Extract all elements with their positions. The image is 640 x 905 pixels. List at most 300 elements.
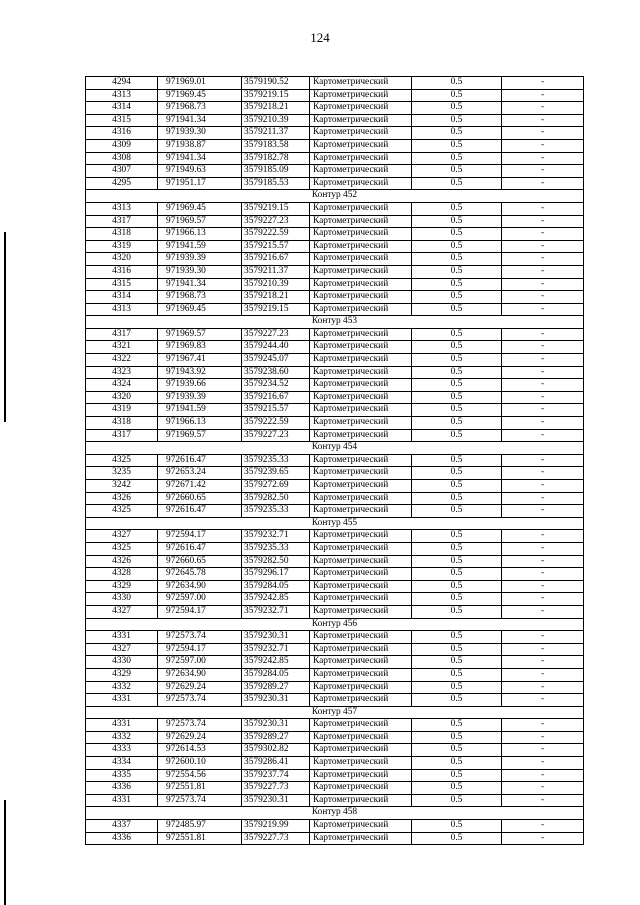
table-row (86, 631, 584, 644)
method-cell: Картометрический (310, 681, 412, 694)
x-coordinate-cell: 972554.56 (158, 769, 242, 782)
accuracy-cell: 0.5 (412, 555, 502, 568)
point-number-cell: 4330 (86, 593, 158, 606)
y-coordinate-cell: 3579282.50 (242, 555, 310, 568)
note-cell: - (502, 379, 584, 392)
point-number-cell: 4328 (86, 568, 158, 581)
y-coordinate-cell: 3579216.67 (242, 253, 310, 266)
method-cell: Картометрический (310, 530, 412, 543)
x-coordinate-cell: 972485.97 (158, 820, 242, 833)
y-coordinate-cell: 3579222.59 (242, 228, 310, 241)
table-row (86, 757, 584, 770)
x-coordinate-cell: 971969.01 (158, 77, 242, 90)
method-cell: Картометрический (310, 731, 412, 744)
x-coordinate-cell: 972616.47 (158, 454, 242, 467)
table-row (86, 89, 584, 102)
accuracy-cell: 0.5 (412, 278, 502, 291)
point-number-cell: 4295 (86, 177, 158, 190)
point-number-cell: 4313 (86, 303, 158, 316)
method-cell: Картометрический (310, 404, 412, 417)
method-cell: Картометрический (310, 391, 412, 404)
note-cell: - (502, 240, 584, 253)
note-cell: - (502, 278, 584, 291)
table-row (86, 391, 584, 404)
point-number-cell: 4331 (86, 794, 158, 807)
method-cell: Картометрический (310, 127, 412, 140)
coordinates-table-body (86, 77, 584, 845)
accuracy-cell: 0.5 (412, 265, 502, 278)
y-coordinate-cell: 3579218.21 (242, 102, 310, 115)
scan-margin-mark (4, 232, 6, 422)
table-row (86, 605, 584, 618)
y-coordinate-cell: 3579227.23 (242, 328, 310, 341)
y-coordinate-cell: 3579227.73 (242, 832, 310, 845)
x-coordinate-cell: 971968.73 (158, 291, 242, 304)
point-number-cell: 4307 (86, 165, 158, 178)
accuracy-cell: 0.5 (412, 202, 502, 215)
method-cell: Картометрический (310, 102, 412, 115)
x-coordinate-cell: 971939.30 (158, 127, 242, 140)
x-coordinate-cell: 972573.74 (158, 794, 242, 807)
x-coordinate-cell: 971966.13 (158, 417, 242, 430)
point-number-cell: 4315 (86, 278, 158, 291)
accuracy-cell: 0.5 (412, 404, 502, 417)
accuracy-cell: 0.5 (412, 694, 502, 707)
accuracy-cell: 0.5 (412, 681, 502, 694)
method-cell: Картометрический (310, 114, 412, 127)
table-row (86, 593, 584, 606)
y-coordinate-cell: 3579272.69 (242, 480, 310, 493)
table-row (86, 328, 584, 341)
x-coordinate-cell: 972594.17 (158, 530, 242, 543)
y-coordinate-cell: 3579185.53 (242, 177, 310, 190)
method-cell: Картометрический (310, 757, 412, 770)
note-cell: - (502, 265, 584, 278)
method-cell: Картометрический (310, 782, 412, 795)
table-row (86, 580, 584, 593)
table-row (86, 354, 584, 367)
y-coordinate-cell: 3579215.57 (242, 240, 310, 253)
method-cell: Картометрический (310, 593, 412, 606)
accuracy-cell: 0.5 (412, 480, 502, 493)
table-row (86, 643, 584, 656)
note-cell: - (502, 782, 584, 795)
x-coordinate-cell: 972551.81 (158, 832, 242, 845)
method-cell: Картометрический (310, 278, 412, 291)
method-cell: Картометрический (310, 328, 412, 341)
note-cell: - (502, 89, 584, 102)
y-coordinate-cell: 3579232.71 (242, 605, 310, 618)
x-coordinate-cell: 972594.17 (158, 643, 242, 656)
table-row (86, 417, 584, 430)
method-cell: Картометрический (310, 139, 412, 152)
table-row (86, 291, 584, 304)
method-cell: Картометрический (310, 165, 412, 178)
method-cell: Картометрический (310, 480, 412, 493)
x-coordinate-cell: 972573.74 (158, 719, 242, 732)
note-cell: - (502, 744, 584, 757)
note-cell: - (502, 555, 584, 568)
note-cell: - (502, 429, 584, 442)
accuracy-cell: 0.5 (412, 391, 502, 404)
point-number-cell: 4329 (86, 580, 158, 593)
accuracy-cell: 0.5 (412, 568, 502, 581)
note-cell: - (502, 668, 584, 681)
x-coordinate-cell: 971939.30 (158, 265, 242, 278)
point-number-cell: 4316 (86, 127, 158, 140)
y-coordinate-cell: 3579232.71 (242, 530, 310, 543)
accuracy-cell: 0.5 (412, 542, 502, 555)
y-coordinate-cell: 3579302.82 (242, 744, 310, 757)
note-cell: - (502, 530, 584, 543)
x-coordinate-cell: 971968.73 (158, 102, 242, 115)
accuracy-cell: 0.5 (412, 127, 502, 140)
point-number-cell: 4317 (86, 328, 158, 341)
point-number-cell: 4329 (86, 668, 158, 681)
x-coordinate-cell: 972594.17 (158, 605, 242, 618)
accuracy-cell: 0.5 (412, 102, 502, 115)
contour-title: Контур 453 (86, 316, 584, 329)
x-coordinate-cell: 971969.45 (158, 202, 242, 215)
x-coordinate-cell: 972634.90 (158, 580, 242, 593)
table-row (86, 681, 584, 694)
contour-header-row (86, 807, 584, 820)
accuracy-cell: 0.5 (412, 719, 502, 732)
accuracy-cell: 0.5 (412, 354, 502, 367)
y-coordinate-cell: 3579215.57 (242, 404, 310, 417)
y-coordinate-cell: 3579219.99 (242, 820, 310, 833)
x-coordinate-cell: 972614.53 (158, 744, 242, 757)
x-coordinate-cell: 971939.39 (158, 391, 242, 404)
y-coordinate-cell: 3579211.37 (242, 127, 310, 140)
table-row (86, 303, 584, 316)
y-coordinate-cell: 3579216.67 (242, 391, 310, 404)
x-coordinate-cell: 972616.47 (158, 542, 242, 555)
method-cell: Картометрический (310, 580, 412, 593)
point-number-cell: 4317 (86, 215, 158, 228)
accuracy-cell: 0.5 (412, 215, 502, 228)
method-cell: Картометрический (310, 291, 412, 304)
table-row (86, 542, 584, 555)
point-number-cell: 4320 (86, 391, 158, 404)
table-row (86, 366, 584, 379)
contour-header-row (86, 517, 584, 530)
method-cell: Картометрический (310, 265, 412, 278)
note-cell: - (502, 127, 584, 140)
note-cell: - (502, 719, 584, 732)
scan-margin-mark (4, 800, 6, 905)
table-row (86, 139, 584, 152)
method-cell: Картометрический (310, 303, 412, 316)
note-cell: - (502, 177, 584, 190)
table-row (86, 492, 584, 505)
accuracy-cell: 0.5 (412, 328, 502, 341)
method-cell: Картометрический (310, 605, 412, 618)
x-coordinate-cell: 971939.39 (158, 253, 242, 266)
note-cell: - (502, 404, 584, 417)
y-coordinate-cell: 3579235.33 (242, 454, 310, 467)
method-cell: Картометрический (310, 379, 412, 392)
x-coordinate-cell: 971951.17 (158, 177, 242, 190)
table-row (86, 228, 584, 241)
method-cell: Картометрический (310, 228, 412, 241)
note-cell: - (502, 454, 584, 467)
y-coordinate-cell: 3579230.31 (242, 794, 310, 807)
x-coordinate-cell: 971969.57 (158, 215, 242, 228)
y-coordinate-cell: 3579227.73 (242, 782, 310, 795)
accuracy-cell: 0.5 (412, 794, 502, 807)
table-row (86, 152, 584, 165)
table-row (86, 77, 584, 90)
method-cell: Картометрический (310, 568, 412, 581)
contour-header-row (86, 316, 584, 329)
note-cell: - (502, 593, 584, 606)
note-cell: - (502, 253, 584, 266)
x-coordinate-cell: 971969.45 (158, 89, 242, 102)
point-number-cell: 4331 (86, 631, 158, 644)
point-number-cell: 4327 (86, 605, 158, 618)
accuracy-cell: 0.5 (412, 668, 502, 681)
point-number-cell: 4325 (86, 542, 158, 555)
y-coordinate-cell: 3579284.05 (242, 580, 310, 593)
note-cell: - (502, 542, 584, 555)
point-number-cell: 3235 (86, 467, 158, 480)
contour-title: Контур 452 (86, 190, 584, 203)
x-coordinate-cell: 971941.59 (158, 240, 242, 253)
note-cell: - (502, 341, 584, 354)
point-number-cell: 4326 (86, 492, 158, 505)
x-coordinate-cell: 971949.63 (158, 165, 242, 178)
point-number-cell: 4313 (86, 202, 158, 215)
accuracy-cell: 0.5 (412, 228, 502, 241)
method-cell: Картометрический (310, 668, 412, 681)
method-cell: Картометрический (310, 152, 412, 165)
x-coordinate-cell: 971941.34 (158, 278, 242, 291)
x-coordinate-cell: 972551.81 (158, 782, 242, 795)
x-coordinate-cell: 972653.24 (158, 467, 242, 480)
accuracy-cell: 0.5 (412, 366, 502, 379)
x-coordinate-cell: 972660.65 (158, 492, 242, 505)
x-coordinate-cell: 972616.47 (158, 505, 242, 518)
table-row (86, 505, 584, 518)
table-row (86, 769, 584, 782)
y-coordinate-cell: 3579284.05 (242, 668, 310, 681)
y-coordinate-cell: 3579183.58 (242, 139, 310, 152)
y-coordinate-cell: 3579286.41 (242, 757, 310, 770)
y-coordinate-cell: 3579190.52 (242, 77, 310, 90)
note-cell: - (502, 215, 584, 228)
accuracy-cell: 0.5 (412, 240, 502, 253)
method-cell: Картометрический (310, 656, 412, 669)
method-cell: Картометрический (310, 505, 412, 518)
accuracy-cell: 0.5 (412, 454, 502, 467)
point-number-cell: 4327 (86, 643, 158, 656)
y-coordinate-cell: 3579182.78 (242, 152, 310, 165)
x-coordinate-cell: 972629.24 (158, 681, 242, 694)
method-cell: Картометрический (310, 77, 412, 90)
method-cell: Картометрический (310, 492, 412, 505)
y-coordinate-cell: 3579244.40 (242, 341, 310, 354)
y-coordinate-cell: 3579232.71 (242, 643, 310, 656)
y-coordinate-cell: 3579185.09 (242, 165, 310, 178)
y-coordinate-cell: 3579230.31 (242, 694, 310, 707)
method-cell: Картометрический (310, 454, 412, 467)
table-row (86, 253, 584, 266)
accuracy-cell: 0.5 (412, 769, 502, 782)
note-cell: - (502, 417, 584, 430)
method-cell: Картометрический (310, 177, 412, 190)
note-cell: - (502, 202, 584, 215)
point-number-cell: 4314 (86, 102, 158, 115)
note-cell: - (502, 681, 584, 694)
page-number: 124 (310, 30, 330, 45)
accuracy-cell: 0.5 (412, 303, 502, 316)
method-cell: Картометрический (310, 202, 412, 215)
point-number-cell: 4308 (86, 152, 158, 165)
x-coordinate-cell: 972600.10 (158, 757, 242, 770)
table-row (86, 404, 584, 417)
table-row (86, 820, 584, 833)
point-number-cell: 4314 (86, 291, 158, 304)
y-coordinate-cell: 3579218.21 (242, 291, 310, 304)
accuracy-cell: 0.5 (412, 429, 502, 442)
point-number-cell: 4336 (86, 782, 158, 795)
point-number-cell: 4319 (86, 404, 158, 417)
accuracy-cell: 0.5 (412, 757, 502, 770)
method-cell: Картометрический (310, 215, 412, 228)
x-coordinate-cell: 972660.65 (158, 555, 242, 568)
method-cell: Картометрический (310, 89, 412, 102)
accuracy-cell: 0.5 (412, 530, 502, 543)
accuracy-cell: 0.5 (412, 177, 502, 190)
accuracy-cell: 0.5 (412, 467, 502, 480)
table-row (86, 668, 584, 681)
y-coordinate-cell: 3579230.31 (242, 719, 310, 732)
point-number-cell: 4330 (86, 656, 158, 669)
table-row (86, 102, 584, 115)
x-coordinate-cell: 972573.74 (158, 631, 242, 644)
x-coordinate-cell: 971943.92 (158, 366, 242, 379)
table-row (86, 731, 584, 744)
contour-title: Контур 455 (86, 517, 584, 530)
table-row (86, 240, 584, 253)
contour-header-row (86, 190, 584, 203)
method-cell: Картометрический (310, 417, 412, 430)
y-coordinate-cell: 3579222.59 (242, 417, 310, 430)
table-row (86, 794, 584, 807)
x-coordinate-cell: 971967.41 (158, 354, 242, 367)
method-cell: Картометрический (310, 744, 412, 757)
contour-title: Контур 456 (86, 618, 584, 631)
y-coordinate-cell: 3579289.27 (242, 731, 310, 744)
x-coordinate-cell: 971969.57 (158, 328, 242, 341)
method-cell: Картометрический (310, 429, 412, 442)
contour-title: Контур 457 (86, 706, 584, 719)
table-row (86, 265, 584, 278)
method-cell: Картометрический (310, 555, 412, 568)
y-coordinate-cell: 3579282.50 (242, 492, 310, 505)
accuracy-cell: 0.5 (412, 505, 502, 518)
point-number-cell: 3242 (86, 480, 158, 493)
table-row (86, 127, 584, 140)
note-cell: - (502, 731, 584, 744)
y-coordinate-cell: 3579242.85 (242, 593, 310, 606)
x-coordinate-cell: 972629.24 (158, 731, 242, 744)
note-cell: - (502, 580, 584, 593)
y-coordinate-cell: 3579210.39 (242, 114, 310, 127)
note-cell: - (502, 832, 584, 845)
y-coordinate-cell: 3579227.23 (242, 429, 310, 442)
table-row (86, 782, 584, 795)
y-coordinate-cell: 3579237.74 (242, 769, 310, 782)
point-number-cell: 4325 (86, 454, 158, 467)
point-number-cell: 4313 (86, 89, 158, 102)
x-coordinate-cell: 971941.59 (158, 404, 242, 417)
method-cell: Картометрический (310, 631, 412, 644)
contour-header-row (86, 618, 584, 631)
table-row (86, 555, 584, 568)
note-cell: - (502, 631, 584, 644)
note-cell: - (502, 467, 584, 480)
accuracy-cell: 0.5 (412, 77, 502, 90)
accuracy-cell: 0.5 (412, 492, 502, 505)
table-row (86, 177, 584, 190)
method-cell: Картометрический (310, 820, 412, 833)
method-cell: Картометрический (310, 341, 412, 354)
x-coordinate-cell: 972573.74 (158, 694, 242, 707)
point-number-cell: 4337 (86, 820, 158, 833)
point-number-cell: 4316 (86, 265, 158, 278)
y-coordinate-cell: 3579219.15 (242, 303, 310, 316)
accuracy-cell: 0.5 (412, 832, 502, 845)
note-cell: - (502, 757, 584, 770)
contour-header-row (86, 706, 584, 719)
point-number-cell: 4309 (86, 139, 158, 152)
table-row (86, 215, 584, 228)
table-row (86, 744, 584, 757)
accuracy-cell: 0.5 (412, 152, 502, 165)
table-row (86, 341, 584, 354)
y-coordinate-cell: 3579296.17 (242, 568, 310, 581)
note-cell: - (502, 505, 584, 518)
note-cell: - (502, 769, 584, 782)
note-cell: - (502, 643, 584, 656)
note-cell: - (502, 328, 584, 341)
point-number-cell: 4333 (86, 744, 158, 757)
point-number-cell: 4321 (86, 341, 158, 354)
point-number-cell: 4332 (86, 731, 158, 744)
point-number-cell: 4336 (86, 832, 158, 845)
note-cell: - (502, 694, 584, 707)
accuracy-cell: 0.5 (412, 139, 502, 152)
table-row (86, 454, 584, 467)
point-number-cell: 4335 (86, 769, 158, 782)
x-coordinate-cell: 971939.66 (158, 379, 242, 392)
note-cell: - (502, 568, 584, 581)
table-row (86, 278, 584, 291)
x-coordinate-cell: 971938.87 (158, 139, 242, 152)
note-cell: - (502, 228, 584, 241)
x-coordinate-cell: 972645.78 (158, 568, 242, 581)
note-cell: - (502, 366, 584, 379)
accuracy-cell: 0.5 (412, 89, 502, 102)
accuracy-cell: 0.5 (412, 417, 502, 430)
y-coordinate-cell: 3579289.27 (242, 681, 310, 694)
accuracy-cell: 0.5 (412, 656, 502, 669)
point-number-cell: 4317 (86, 429, 158, 442)
method-cell: Картометрический (310, 643, 412, 656)
point-number-cell: 4315 (86, 114, 158, 127)
